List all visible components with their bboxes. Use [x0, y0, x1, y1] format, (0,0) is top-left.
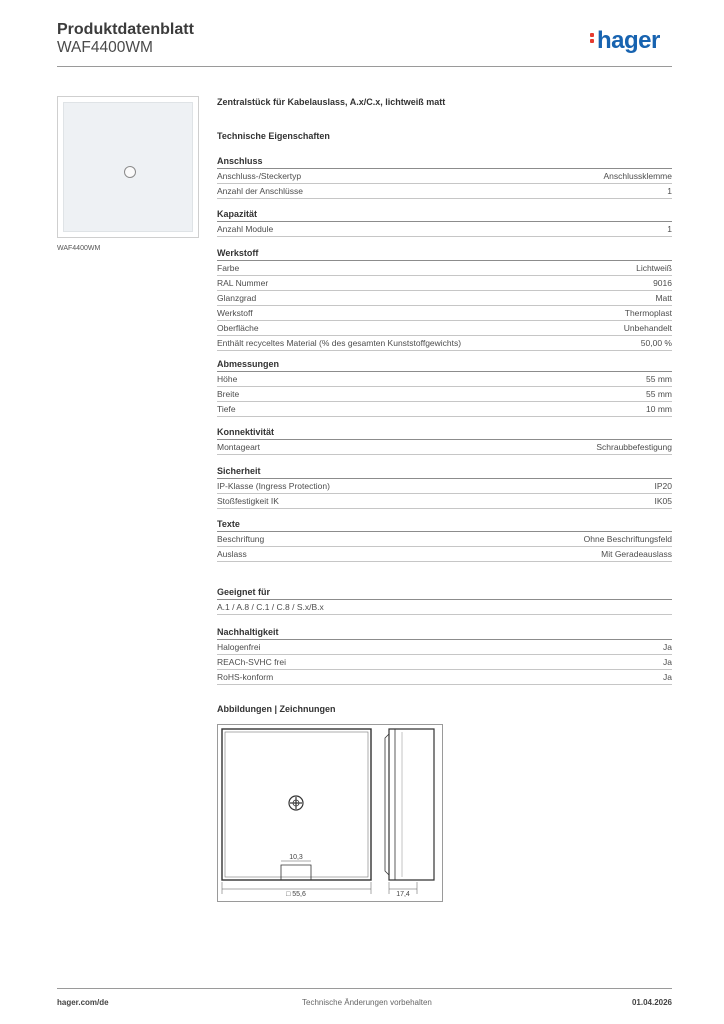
property-value: Anschlussklemme: [603, 171, 672, 181]
section-konnektivitaet: [217, 426, 672, 455]
property-label: RoHS-konform: [217, 672, 274, 682]
section-title: Anschluss: [217, 155, 672, 169]
section-title: Kapazität: [217, 208, 672, 222]
property-label: Enthält recyceltes Material (% des gesamten Kunststoffgewichts): [217, 338, 462, 348]
property-row: [217, 547, 672, 562]
property-value: Unbehandelt: [623, 323, 672, 333]
product-image-caption: WAF4400WM: [57, 245, 101, 252]
section-geeignet: [217, 586, 672, 615]
property-value: Ja: [663, 642, 672, 652]
property-value: 9016: [653, 278, 672, 288]
property-value: 55 mm: [646, 374, 672, 384]
section-title: Texte: [217, 518, 672, 532]
property-value: Ohne Beschriftungsfeld: [583, 534, 672, 544]
section-anschluss: [217, 155, 672, 199]
property-label: Anzahl der Anschlüsse: [217, 186, 303, 196]
property-value: Mit Geradeauslass: [601, 549, 672, 559]
property-label: Werkstoff: [217, 308, 253, 318]
property-label: REACh-SVHC frei: [217, 657, 286, 667]
logo-text: hager: [597, 27, 660, 54]
logo-dots-icon: [590, 31, 594, 45]
footer-website[interactable]: hager.com/de: [57, 998, 109, 1007]
section-kapazitaet: [217, 208, 672, 237]
property-row: [217, 291, 672, 306]
property-label: IP-Klasse (Ingress Protection): [217, 481, 330, 491]
property-row: [217, 387, 672, 402]
footer-date: 01.04.2026: [631, 998, 672, 1007]
property-label: Beschriftung: [217, 534, 265, 544]
property-value: IP20: [654, 481, 672, 491]
footer-divider: [57, 988, 672, 989]
document-title: Produktdatenblatt: [57, 21, 194, 38]
property-value: Thermoplast: [624, 308, 672, 318]
property-value: 1: [667, 186, 672, 196]
property-label: Breite: [217, 389, 240, 399]
property-label: Glanzgrad: [217, 293, 257, 303]
technical-drawing: [217, 724, 443, 902]
drawing-frame: [218, 725, 443, 902]
property-row: [217, 184, 672, 199]
property-value: 10 mm: [646, 404, 672, 414]
section-title: Sicherheit: [217, 465, 672, 479]
property-value: Schraubbefestigung: [596, 442, 672, 452]
property-row: [217, 532, 672, 547]
product-description: Zentralstück für Kabelauslass, A.x/C.x, lichtweiß matt: [217, 97, 446, 107]
property-value: Lichtweiß: [636, 263, 672, 273]
property-row: [217, 670, 672, 685]
section-title: Geeignet für: [217, 586, 672, 600]
property-row: [217, 321, 672, 336]
property-label: Halogenfrei: [217, 642, 261, 652]
property-value: 1: [667, 224, 672, 234]
property-label: Anschluss-/Steckertyp: [217, 171, 302, 181]
property-label: Auslass: [217, 549, 247, 559]
property-label: Farbe: [217, 263, 240, 273]
drawings-heading: Abbildungen | Zeichnungen: [217, 704, 336, 714]
property-value: Matt: [655, 293, 672, 303]
property-value: 55 mm: [646, 389, 672, 399]
product-plate: [63, 102, 193, 232]
property-label: A.1 / A.8 / C.1 / C.8 / S.x/B.x: [217, 602, 324, 612]
property-row: [217, 372, 672, 387]
property-label: Tiefe: [217, 404, 236, 414]
property-row: [217, 640, 672, 655]
property-value: Ja: [663, 672, 672, 682]
hager-logo: [590, 27, 660, 55]
property-value: 50,00 %: [640, 338, 672, 348]
section-title: Konnektivität: [217, 426, 672, 440]
property-row: [217, 402, 672, 417]
dim-slot-label: 10,3: [289, 854, 303, 861]
tech-heading: Technische Eigenschaften: [217, 131, 330, 141]
property-label: RAL Nummer: [217, 278, 269, 288]
product-code: WAF4400WM: [57, 39, 153, 56]
cable-outlet-icon: [124, 166, 136, 178]
property-label: Anzahl Module: [217, 224, 274, 234]
footer-note: Technische Änderungen vorbehalten: [302, 998, 432, 1007]
property-value: Ja: [663, 657, 672, 667]
property-row: [217, 494, 672, 509]
property-row: [217, 440, 672, 455]
property-label: Montageart: [217, 442, 260, 452]
dim-width-label: □ 55,6: [286, 891, 306, 898]
section-texte: [217, 518, 672, 562]
section-title: Nachhaltigkeit: [217, 626, 672, 640]
property-row: [217, 655, 672, 670]
property-row: [217, 600, 672, 615]
cable-slot: [281, 865, 311, 880]
section-title: Abmessungen: [217, 358, 672, 372]
dim-depth-label: 17,4: [396, 891, 410, 898]
property-row: [217, 276, 672, 291]
property-row: [217, 169, 672, 184]
section-werkstoff: [217, 247, 672, 351]
property-row: [217, 306, 672, 321]
property-label: Höhe: [217, 374, 238, 384]
property-row: [217, 336, 672, 351]
property-row: [217, 222, 672, 237]
header-divider: [57, 66, 672, 67]
side-view-outline: [389, 729, 434, 880]
section-abmessungen: [217, 358, 672, 417]
property-label: Stoßfestigkeit IK: [217, 496, 279, 506]
product-image: [57, 96, 199, 238]
property-value: IK05: [654, 496, 672, 506]
property-row: [217, 479, 672, 494]
property-row: [217, 261, 672, 276]
section-sicherheit: [217, 465, 672, 509]
section-title: Werkstoff: [217, 247, 672, 261]
section-nachhaltigkeit: [217, 626, 672, 685]
property-label: Oberfläche: [217, 323, 259, 333]
